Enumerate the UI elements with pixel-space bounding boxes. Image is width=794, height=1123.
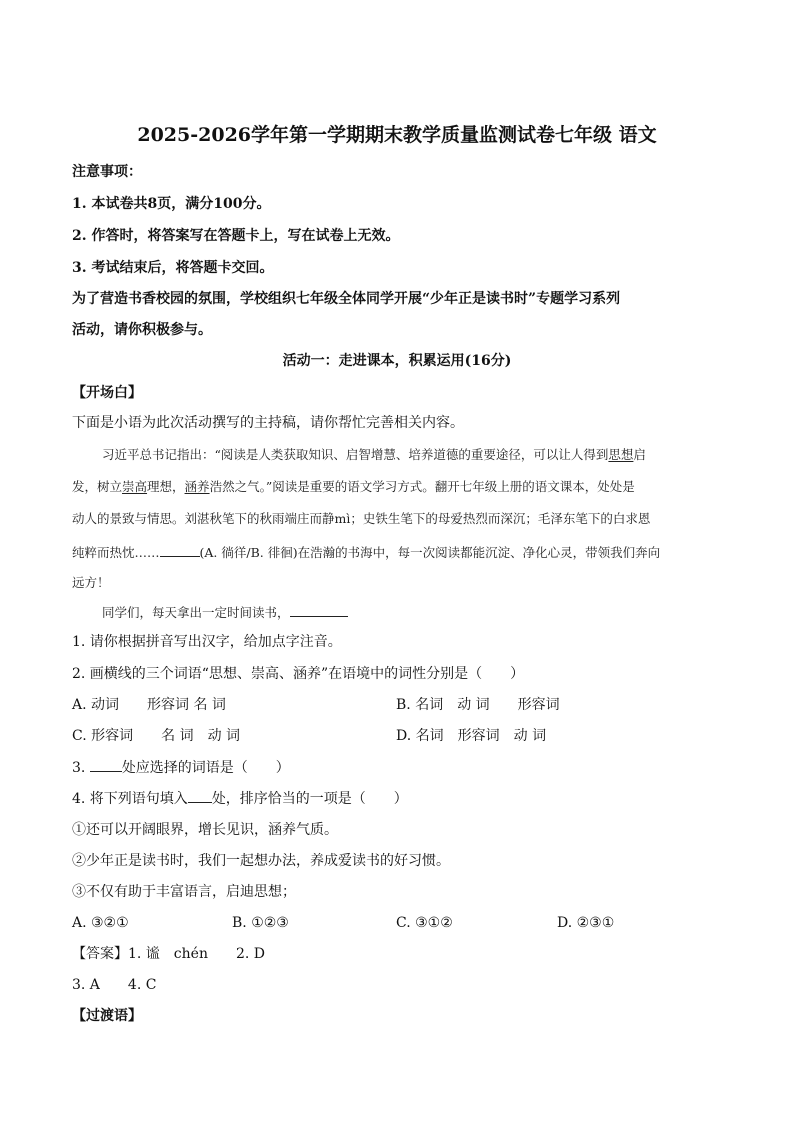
q4-option-c: C. ③①② [396,915,453,931]
intro-line-1: 为了营造书香校园的氛围，学校组织七年级全体同学开展“少年正是读书时”专题学习系列 [72,291,621,307]
underlined-word-sixiang: 思想 [608,447,634,462]
q4-sentence-3: ③不仅有助于丰富语言，启迪思想； [72,884,296,900]
passage-line-6: 同学们，每天拿出一定时间读书， [102,602,348,622]
notice-heading: 注意事项： [72,164,142,180]
passage-line-5: 远方！ [72,575,110,590]
underlined-word-chonggao: 崇高 [122,479,148,494]
q4-sentence-1: ①还可以开阔眼界，增长见识，涵养气质。 [72,822,338,838]
q4-blank [188,788,212,803]
host-script-passage [72,446,724,596]
q3-blank [90,757,122,772]
section-opening-heading: 【开场白】 [72,385,142,401]
question-4: 4. 将下列语句填入 处，排序恰当的一项是（ ） [72,788,408,809]
q4-sentence-2: ②少年正是读书时，我们一起想办法，养成爱读书的好习惯。 [72,853,450,869]
q4-option-b: B. ①②③ [232,915,289,931]
activity-1-heading: 活动一：走进课本，积累运用(16分) [282,353,512,369]
section-transition-heading: 【过渡语】 [72,1008,142,1024]
q2-option-d: D. 名词 形容词 动 词 [396,728,547,744]
q2-option-c: C. 形容词 名 词 动 词 [72,728,241,744]
opening-description: 下面是小语为此次活动撰写的主持稿，请你帮忙完善相关内容。 [72,415,464,431]
passage-line-2: 发，树立崇高理想，涵养浩然之气。”阅读是重要的语文学习方式。翻开七年级上册的语文课本，处处是 [72,479,635,494]
notice-item-1: 1. 本试卷共8页，满分100分。 [72,196,271,212]
notice-item-3: 3. 考试结束后，将答题卡交回。 [72,260,274,276]
intro-line-2: 活动，请你积极参与。 [72,322,212,338]
notice-item-2: 2. 作答时，将答案写在答题卡上，写在试卷上无效。 [72,228,400,244]
question-3: 3. 处应选择的词语是（ ） [72,757,290,778]
question-1: 1. 请你根据拼音写出汉字，给加点字注音。 [72,634,342,650]
fill-blank-sentence [290,602,348,617]
q4-option-d: D. ②③① [557,915,615,931]
passage-line-1: 习近平总书记指出：“阅读是人类获取知识、启智增慧、培养道德的重要途径，可以让人得到思想启 [102,447,646,462]
q2-option-a: A. 动词 形容词 名 词 [72,697,226,713]
passage-reading-line [72,602,724,622]
page-title: 2025-2026学年第一学期期末教学质量监测试卷七年级 语文 [137,124,657,146]
answer-line-2: 3. A 4. C [72,977,157,993]
underlined-word-hanyang: 涵养 [184,479,210,494]
passage-line-4: 纯粹而热忱…… (A. 徜徉/B. 徘徊)在浩瀚的书海中，每一次阅读都能沉淀、净化心灵，带领我们奔向 [72,542,660,562]
question-2: 2. 画横线的三个词语“思想、崇高、涵养”在语境中的词性分别是（ ） [72,666,525,682]
q2-option-b: B. 名词 动 词 形容词 [396,697,560,713]
answer-line-1: 【答案】1. 谧 chén 2. D [72,946,265,962]
passage-line-3: 动人的景致与情思。刘湛秋笔下的秋雨端庄而静mì；史铁生笔下的母爱热烈而深沉；毛泽东笔下的白求恩 [72,511,651,526]
q4-option-a: A. ③②① [72,915,129,931]
fill-blank-word-choice [160,542,200,557]
